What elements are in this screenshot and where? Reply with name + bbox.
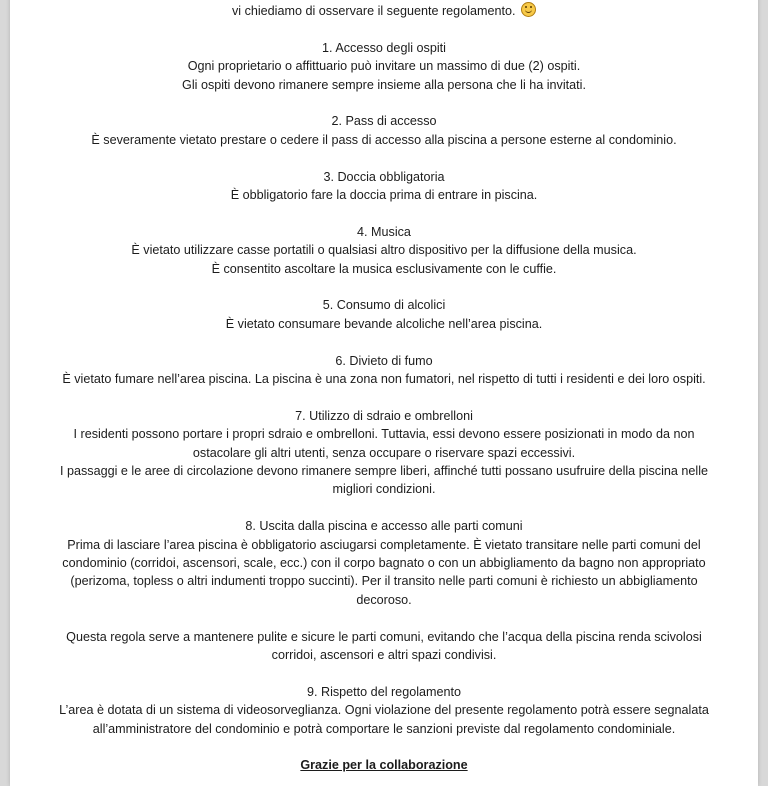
rule-section-4 <box>50 223 718 278</box>
rule-section-2 <box>50 112 718 149</box>
rule-text: È vietato consumare bevande alcoliche nell’area piscina. <box>225 316 543 331</box>
document-page <box>10 0 758 786</box>
rule-text: È consentito ascoltare la musica esclusivamente con le cuffie. <box>211 261 557 276</box>
rule-note: corridoi, ascensori e altri spazi condivisi. <box>271 648 497 663</box>
rule-title: 5. Consumo di alcolici <box>322 298 446 313</box>
rule-note: Questa regola serve a mantenere pulite e sicure le parti comuni, evitando che l’acqua della piscina renda scivolosi <box>66 629 702 644</box>
closing-text: Grazie per la collaborazione <box>300 758 468 773</box>
rule-text: decoroso. <box>356 592 412 607</box>
rule-section-7 <box>50 407 718 499</box>
rule-text: Gli ospiti devono rimanere sempre insieme alla persona che li ha invitati. <box>182 77 586 92</box>
intro-text: vi chiediamo di osservare il seguente regolamento. <box>231 4 516 18</box>
rule-title: 9. Rispetto del regolamento <box>306 684 461 699</box>
rule-text: L’area è dotata di un sistema di videosorveglianza. Ogni violazione del presente regolamento potrà essere segnalata <box>59 703 709 718</box>
rule-text: È vietato fumare nell’area piscina. La piscina è una zona non fumatori, nel rispetto di tutti i residenti e dei loro ospiti. <box>62 372 706 387</box>
rule-text: Ogni proprietario o affittuario può invitare un massimo di due (2) ospiti. <box>187 59 581 74</box>
rule-section-3 <box>50 168 718 205</box>
rule-text: È severamente vietato prestare o cedere il pass di accesso alla piscina a persone esterne al condominio. <box>91 132 677 147</box>
rule-section-6 <box>50 352 718 389</box>
document-content <box>10 2 758 775</box>
rule-section-1 <box>50 39 718 94</box>
rule-text: È vietato utilizzare casse portatili o qualsiasi altro dispositivo per la diffusione della musica. <box>131 243 637 258</box>
rule-title: 4. Musica <box>357 224 411 239</box>
rule-text: (perizoma, topless o altri indumenti troppo succinti). Per il transito nelle parti comuni è richiesto un abbigliamento <box>70 574 698 589</box>
rule-text: È obbligatorio fare la doccia prima di entrare in piscina. <box>230 188 538 203</box>
rule-section-9 <box>50 683 718 738</box>
rule-text: I passaggi e le aree di circolazione devono rimanere sempre liberi, affinché tutti possano usufruire della piscina nelle <box>59 464 708 479</box>
rule-title: 2. Pass di accesso <box>331 114 437 129</box>
rule-text: Prima di lasciare l’area piscina è obbligatorio asciugarsi completamente. È vietato transitare nelle parti comuni del <box>67 537 701 552</box>
smiling-face-icon <box>521 2 536 17</box>
rule-text: migliori condizioni. <box>332 482 436 497</box>
rule-title: 8. Uscita dalla piscina e accesso alle parti comuni <box>245 519 523 534</box>
rule-text: condominio (corridoi, ascensori, scale, ecc.) con il corpo bagnato o con un abbigliamento da bagno non appropriato <box>62 556 706 571</box>
rule-section-5 <box>50 296 718 333</box>
rule-title: 6. Divieto di fumo <box>335 353 433 368</box>
intro-line <box>50 2 718 20</box>
rule-text: ostacolare gli altri utenti, senza occupare o riservare spazi eccessivi. <box>192 445 576 460</box>
rule-title: 1. Accesso degli ospiti <box>322 40 446 55</box>
rule-text: all’amministratore del condominio e potrà comportare le sanzioni previste dal regolamento condominiale. <box>92 721 676 736</box>
rule-text: I residenti possono portare i propri sdraio e ombrelloni. Tuttavia, essi devono essere posizionati in modo da non <box>73 427 695 442</box>
rule-title: 7. Utilizzo di sdraio e ombrelloni <box>295 408 473 423</box>
rule-section-8 <box>50 517 718 664</box>
rule-title: 3. Doccia obbligatoria <box>323 169 445 184</box>
